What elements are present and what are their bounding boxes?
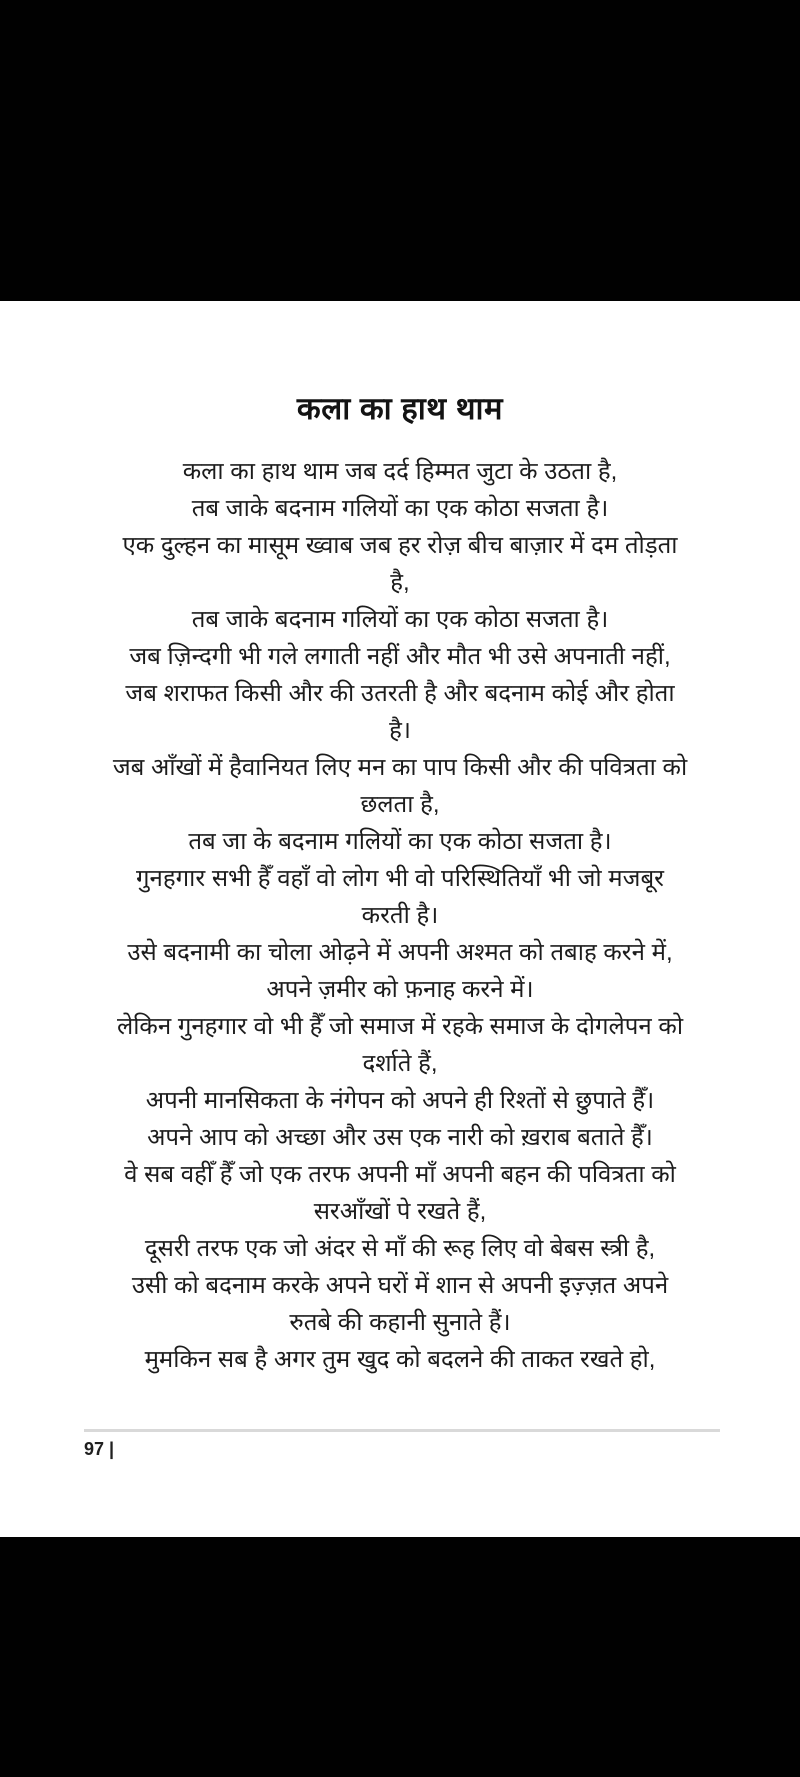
page-number: 97 |	[84, 1439, 115, 1459]
poem-line: लेकिन गुनहगार वो भी हैँ जो समाज में रहके समाज के दोगलेपन को	[116, 1013, 684, 1040]
poem-line: सरआँखों पे रखते हैं,	[313, 1198, 487, 1225]
poem-line: एक दुल्हन का मासूम ख्वाब जब हर रोज़ बीच बाज़ार में दम तोड़ता	[122, 532, 678, 559]
top-black-band	[0, 0, 800, 301]
poem-line: है।	[389, 717, 411, 744]
footer-divider	[84, 1429, 720, 1432]
poem-line: वे सब वहीँ हैँ जो एक तरफ अपनी माँ अपनी बहन की पवित्रता को	[124, 1161, 676, 1188]
bottom-black-band	[0, 1537, 800, 1777]
poem-line: जब आँखों में हैवानियत लिए मन का पाप किसी और की पवित्रता को	[112, 754, 688, 781]
poem-line: दर्शाते हैं,	[362, 1050, 438, 1077]
poem-line: अपने ज़मीर को फ़नाह करने में।	[266, 976, 534, 1003]
poem-line: तब जाके बदनाम गलियों का एक कोठा सजता है।	[191, 606, 609, 633]
poem-line: अपनी मानसिकता के नंगेपन को अपने ही रिश्तों से छुपाते हैँ।	[145, 1087, 655, 1114]
poem-line: तब जा के बदनाम गलियों का एक कोठा सजता है।	[188, 828, 612, 855]
poem-line: है,	[390, 569, 410, 596]
poem-line: कला का हाथ थाम जब दर्द हिम्मत जुटा के उठता है,	[182, 458, 618, 485]
poem-body	[0, 453, 800, 1378]
poem-line: मुमकिन सब है अगर तुम खुद को बदलने की ताकत रखते हो,	[144, 1346, 656, 1373]
poem-line: जब शराफत किसी और की उतरती है और बदनाम कोई और होता	[125, 680, 675, 707]
poem-title: कला का हाथ थाम	[296, 391, 504, 426]
document-page	[0, 301, 800, 1537]
poem-line: उसी को बदनाम करके अपने घरों में शान से अपनी इज़्ज़त अपने	[131, 1272, 669, 1299]
poem-line: जब ज़िन्दगी भी गले लगाती नहीं और मौत भी उसे अपनाती नहीं,	[129, 643, 671, 670]
poem-line: छलता है,	[360, 791, 440, 818]
poem-line: रुतबे की कहानी सुनाते हैं।	[289, 1309, 511, 1336]
poem-line: तब जाके बदनाम गलियों का एक कोठा सजता है।	[191, 495, 609, 522]
page-footer	[0, 1429, 800, 1460]
poem-line: अपने आप को अच्छा और उस एक नारी को ख़राब बताते हैँ।	[147, 1124, 653, 1151]
poem-line: उसे बदनामी का चोला ओढ़ने में अपनी अश्मत को तबाह करने में,	[127, 939, 673, 966]
poem-line: करती है।	[361, 902, 439, 929]
poem-line: दूसरी तरफ एक जो अंदर से माँ की रूह लिए वो बेबस स्त्री है,	[144, 1235, 656, 1262]
poem-line: गुनहगार सभी हैँ वहाँ वो लोग भी वो परिस्थितियाँ भी जो मजबूर	[136, 865, 664, 892]
